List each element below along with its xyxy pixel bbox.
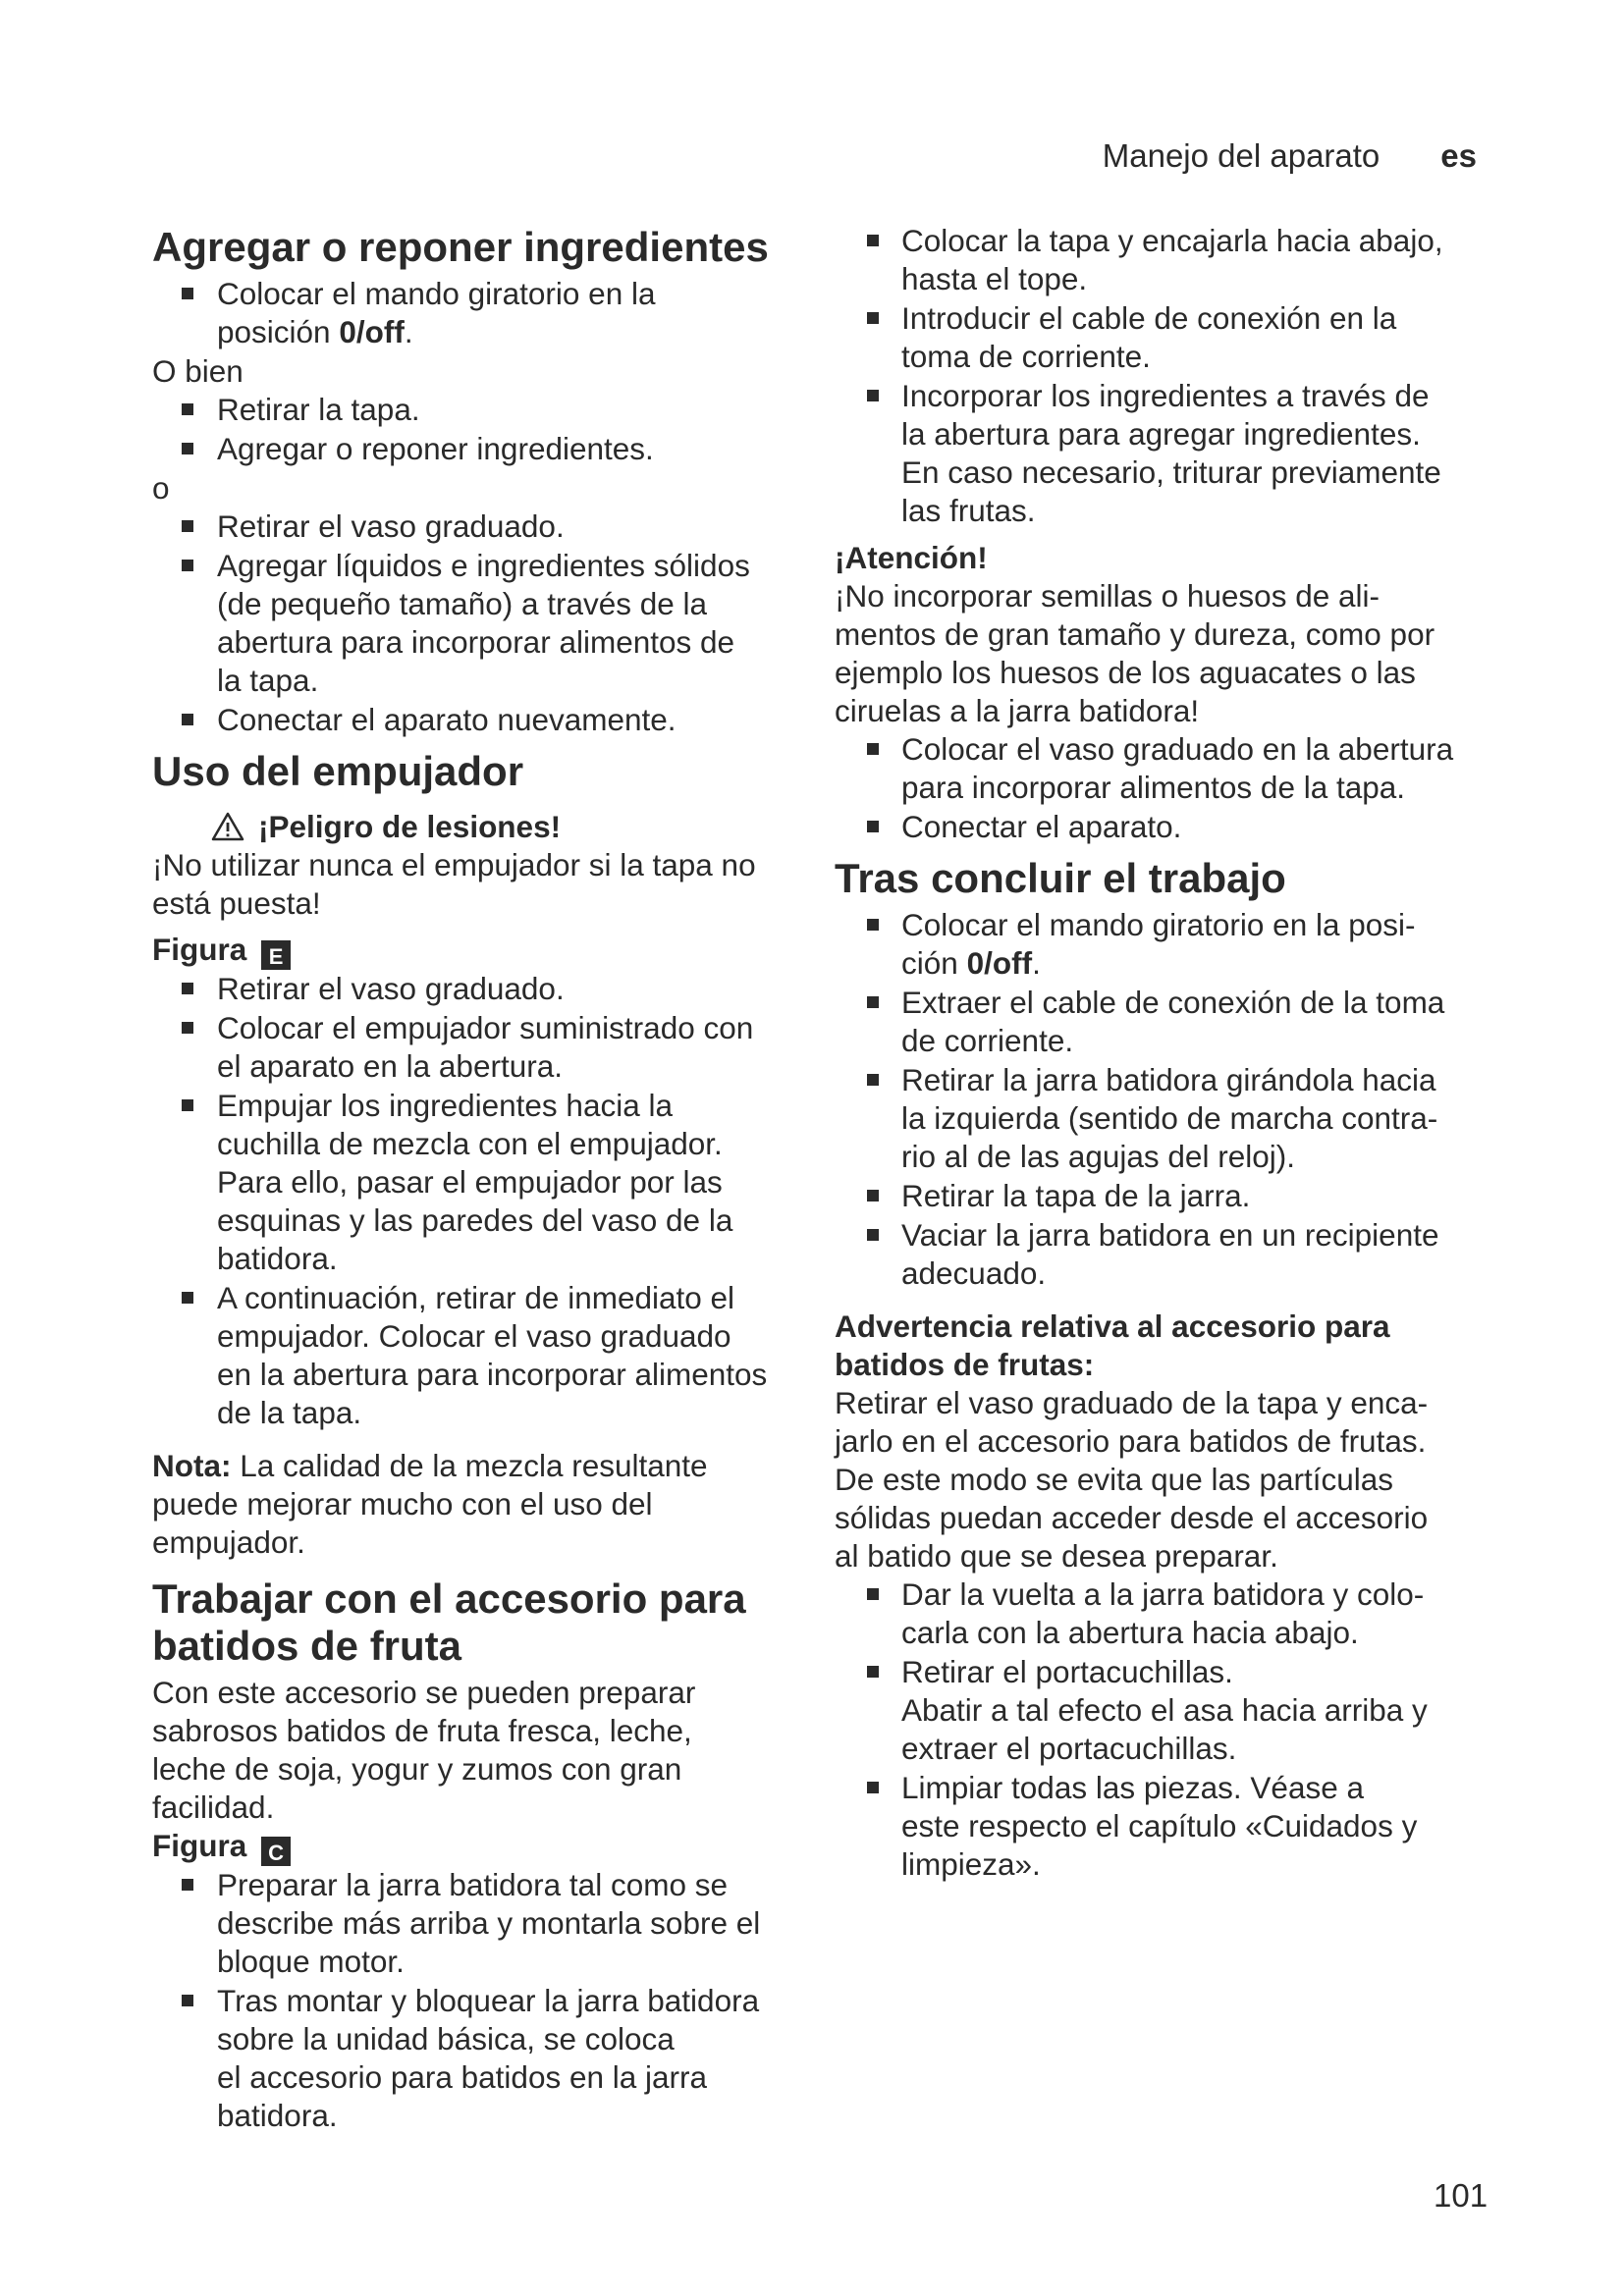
heading-add-ingredients: Agregar o reponer ingredientes [152,224,769,270]
heading-smoothie-accessory: Trabajar con el accesorio para batidos de fruta [152,1575,746,1669]
list-item: Agregar o reponer ingredientes. [182,430,810,468]
list-item: Retirar el vaso graduado. [182,507,810,546]
bullet-icon [867,996,879,1008]
bullet-icon [867,1666,879,1678]
list-item: Agregar líquidos e ingredientes sólidos (de pequeño tamaño) a través de la abertura para incorporar alimentos de la tapa. [182,547,810,700]
bullet-icon [182,520,193,532]
bullet-icon [867,1074,879,1086]
list-item: Colocar el vaso graduado en la abertura para incorporar alimentos de la tapa. [867,730,1492,807]
bullet-icon [182,1022,193,1034]
list-item: Introducir el cable de conexión en la toma de corriente. [867,299,1492,376]
list-item: Retirar el portacuchillas. Abatir a tal efecto el asa hacia arriba y extraer el portacuchillas. [867,1653,1492,1768]
list-item: Conectar el aparato. [867,808,1492,846]
bullet-icon [867,743,879,755]
heading-after-work: Tras concluir el trabajo [835,855,1286,901]
list-item: Colocar el empujador suministrado con el aparato en la abertura. [182,1009,810,1086]
or-label: O bien [152,353,244,389]
smoothie-intro: Con este accesorio se pueden preparar sabrosos batidos de fruta fresca, leche, leche de soja, yogur y zumos con gran facilidad. [152,1675,696,1825]
attention-title: ¡Atención! [835,540,988,575]
bullet-icon [182,288,193,299]
attention-text: ¡No incorporar semillas o huesos de ali- mentos de gran tamaño y dureza, como por ejemplo los huesos de los aguacates o las ciruelas a la jarra batidora! [835,578,1435,728]
bullet-icon [867,821,879,832]
list-item: Colocar el mando giratorio en la posición 0/off. [182,275,810,351]
list-item: Retirar la tapa de la jarra. [867,1177,1492,1215]
heading-pusher: Uso del empujador [152,748,524,794]
warning-triangle-icon [211,812,244,841]
bullet-icon [867,1782,879,1793]
bullet-icon [182,1292,193,1304]
list-item: Conectar el aparato nuevamente. [182,701,810,739]
bullet-icon [182,560,193,571]
list-item: Retirar el vaso graduado. [182,970,810,1008]
list-item: Limpiar todas las piezas. Véase a este respecto el capítulo «Cuidados y limpieza». [867,1769,1492,1884]
advisory-title: Advertencia relativa al accesorio para batidos de frutas: [835,1308,1390,1382]
list-item: Vaciar la jarra batidora en un recipiente adecuado. [867,1216,1492,1293]
warning-text: ¡No utilizar nunca el empujador si la tapa no está puesta! [152,847,756,921]
bullet-icon [182,1995,193,2006]
bullet-icon [182,443,193,454]
figure-c-ref: Figura C [152,1827,810,1866]
bullet-icon [867,390,879,401]
bullet-icon [867,1588,879,1600]
bullet-icon [182,403,193,415]
list-item: Incorporar los ingredientes a través de la abertura para agregar ingredientes. En caso necesario, triturar previamente las frutas. [867,377,1492,530]
bullet-icon [867,312,879,324]
list-item: Empujar los ingredientes hacia la cuchilla de mezcla con el empujador. Para ello, pasar el empujador por las esquinas y las paredes del vaso de la batidora. [182,1087,810,1278]
list-item: Retirar la tapa. [182,391,810,429]
bullet-icon [182,983,193,994]
bullet-icon [182,1879,193,1891]
bullet-icon [867,1190,879,1201]
figure-e-box: E [261,940,291,970]
page-header [1103,137,1477,175]
left-column [152,224,810,2136]
list-item: Tras montar y bloquear la jarra batidora sobre la unidad básica, se coloca el accesorio para batidos en la jarra batidora. [182,1982,810,2135]
list-item: Extraer el cable de conexión de la toma de corriente. [867,984,1492,1060]
list-item: Preparar la jarra batidora tal como se describe más arriba y montarla sobre el bloque motor. [182,1866,810,1981]
language-code: es [1440,137,1477,174]
figure-c-box: C [261,1837,291,1866]
list-item: Dar la vuelta a la jarra batidora y colo- carla con la abertura hacia abajo. [867,1575,1492,1652]
note: Nota: La calidad de la mezcla resultante puede mejorar mucho con el uso del empujador. [152,1448,708,1560]
section-title: Manejo del aparato [1102,137,1380,174]
warning-title: ¡Peligro de lesiones! [152,807,810,846]
list-item: Colocar el mando giratorio en la posi- ción 0/off. [867,906,1492,983]
list-item: Retirar la jarra batidora girándola hacia la izquierda (sentido de marcha contra- rio al de las agujas del reloj). [867,1061,1492,1176]
right-column [835,222,1492,1885]
list-item: A continuación, retirar de inmediato el empujador. Colocar el vaso graduado en la abertura para incorporar alimentos de la tapa. [182,1279,810,1432]
or-label: o [152,470,170,506]
bullet-icon [182,714,193,725]
page-number: 101 [1434,2177,1489,2214]
bullet-icon [867,919,879,931]
bullet-icon [867,235,879,246]
bullet-icon [182,1099,193,1111]
advisory-text: Retirar el vaso graduado de la tapa y enca- jarlo en el accesorio para batidos de frutas. De este modo se evita que las partículas sólidas puedan acceder desde el accesorio al batido que se desea preparar. [835,1385,1429,1574]
list-item: Colocar la tapa y encajarla hacia abajo, hasta el tope. [867,222,1492,298]
figure-e-ref: Figura E [152,931,810,970]
bullet-icon [867,1229,879,1241]
